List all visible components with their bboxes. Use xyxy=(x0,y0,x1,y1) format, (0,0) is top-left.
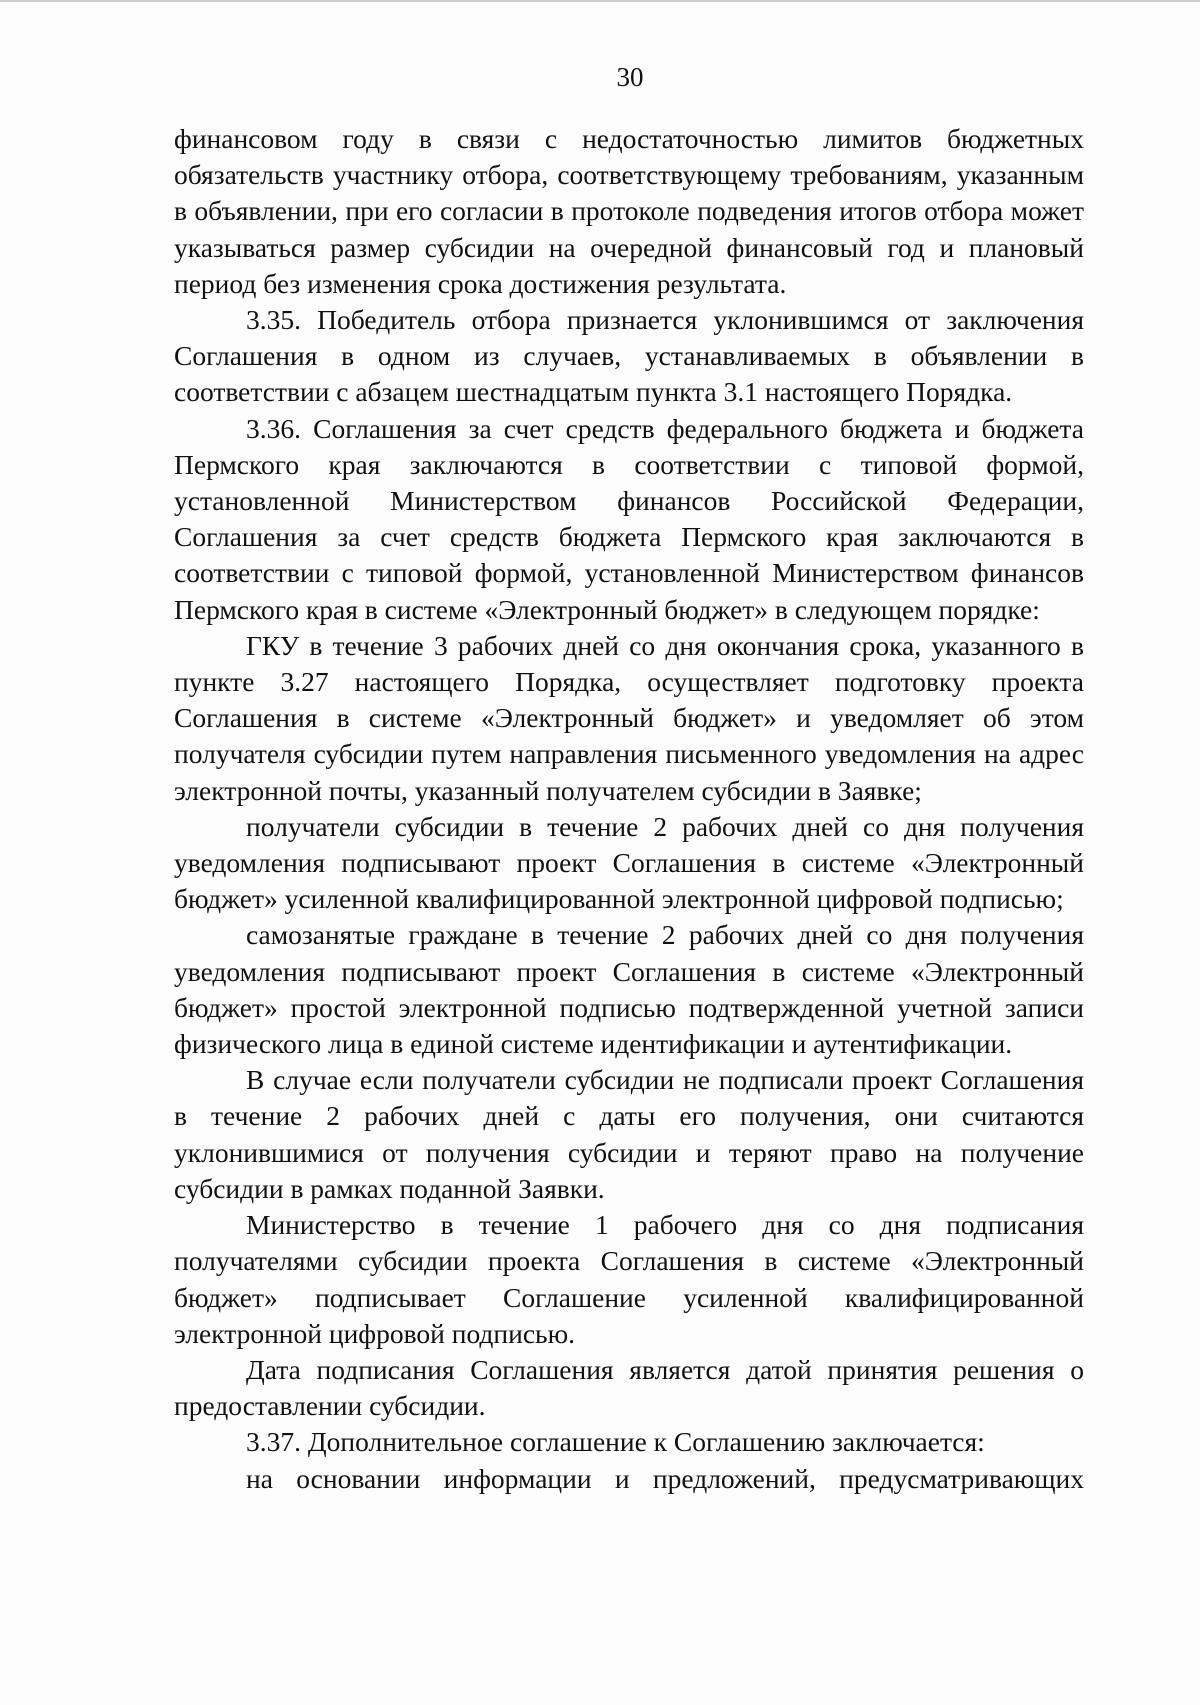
scan-top-edge xyxy=(0,0,1200,2)
paragraph-3-35: 3.35. Победитель отбора признается уклонившимся от заключения Соглашения в одном из случаев, устанавливаемых в объявлении в соответствии с абзацем шестнадцатым пункта 3.1 настоящего Порядка. xyxy=(174,304,1084,408)
paragraph-recipients-sign: получатели субсидии в течение 2 рабочих дней со дня получения уведомления подписывают проект Соглашения в системе «Электронный бюджет» усиленной квалифицированной электронной цифровой подписью; xyxy=(174,810,1084,915)
paragraph-signing-date: Дата подписания Соглашения является датой принятия решения о предоставлении субсидии. xyxy=(174,1353,1084,1422)
paragraph-3-37: 3.37. Дополнительное соглашение к Соглашению заключается: xyxy=(246,1426,985,1458)
document-body xyxy=(174,121,1084,1497)
paragraph-not-signed: В случае если получатели субсидии не подписали проект Соглашения в течение 2 рабочих дней с даты его получения, они считаются уклонившимися от получения субсидии и теряют право на получение субсидии в рамках поданной Заявки. xyxy=(174,1064,1084,1204)
paragraph-self-employed: самозанятые граждане в течение 2 рабочих дней со дня получения уведомления подписывают проект Соглашения в системе «Электронный бюджет» простой электронной подписью подтвержденной учетной записи физического лица в единой системе идентификации и аутентификации. xyxy=(174,919,1084,1060)
page-number: 30 xyxy=(616,62,644,92)
paragraph-gku: ГКУ в течение 3 рабочих дней со дня окончания срока, указанного в пункте 3.27 настоящего Порядка, осуществляет подготовку проекта Соглашения в системе «Электронный бюджет» и уведомляет об этом получателя субсидии путем направления письменного уведомления на адрес электронной почты, указанный получателем субсидии в Заявке; xyxy=(174,629,1084,806)
paragraph-3-36: 3.36. Соглашения за счет средств федерального бюджета и бюджета Пермского края заключаются в соответствии с типовой формой, установленной Министерством финансов Российской Федерации, Соглашения за счет средств бюджета Пермского края заключаются в соответствии с типовой формой, установленной Министерством финансов Пермского края в системе «Электронный бюджет» в следующем порядке: xyxy=(174,412,1084,625)
paragraph-continuation: финансовом году в связи с недостаточностью лимитов бюджетных обязательств участнику отбора, соответствующему требованиям, указанным в объявлении, при его согласии в протоколе подведения итогов отбора может указываться размер субсидии на очередной финансовый год и плановый период без изменения срока достижения результата. xyxy=(174,123,1084,299)
paragraph-ministry-signs: Министерство в течение 1 рабочего дня со дня подписания получателями субсидии проекта Соглашения в системе «Электронный бюджет» подписывает Соглашение усиленной квалифицированной электронной цифровой подписью. xyxy=(174,1209,1084,1349)
paragraph-3-37-continuation: на основании информации и предложений, предусматривающих xyxy=(246,1462,1084,1494)
